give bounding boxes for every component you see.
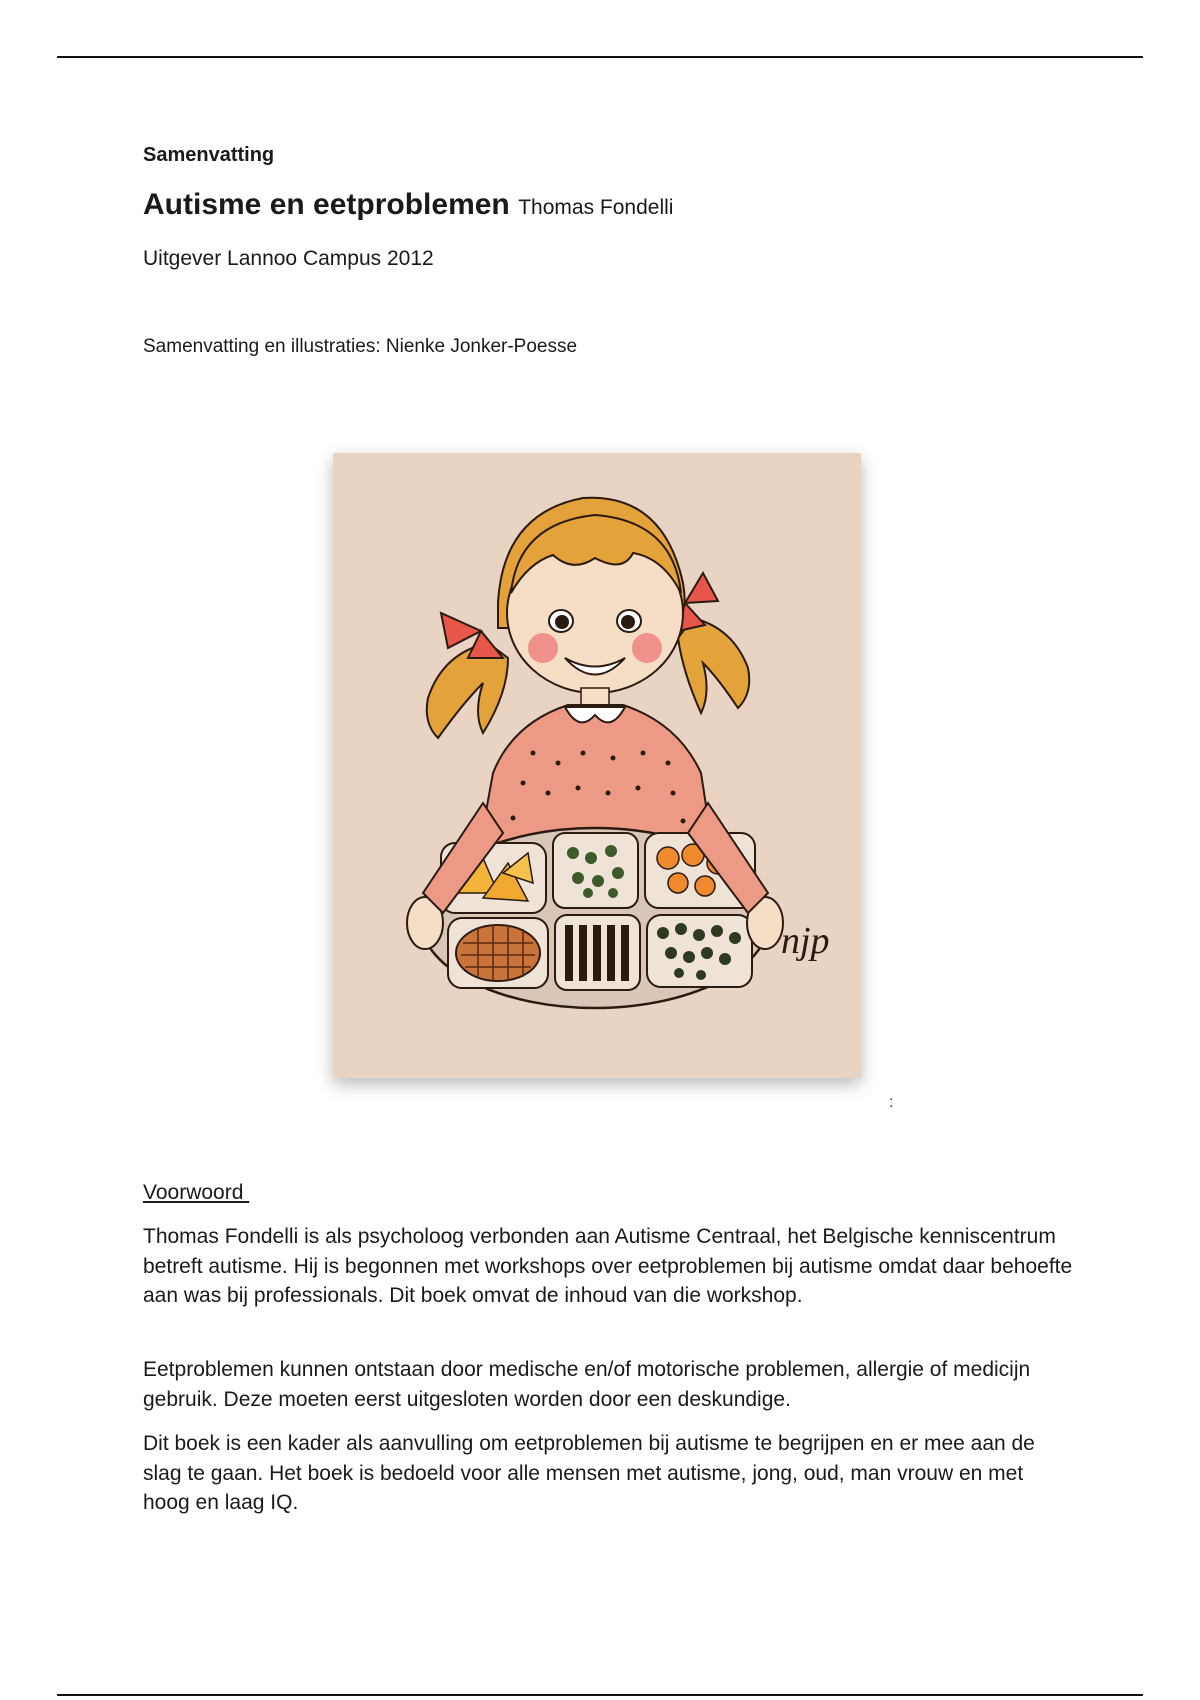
stray-mark: :: [889, 1094, 894, 1111]
compartment-top-middle: [553, 833, 638, 908]
top-rule: [57, 56, 1143, 58]
paragraph-2: Eetproblemen kunnen ontstaan door medische en/of motorische problemen, allergie of medicijn gebruik. Deze moeten eerst uitgesloten worden door een deskundige.: [143, 1358, 1031, 1411]
illustration-signature: njp: [781, 920, 830, 962]
pupil-left: [555, 615, 569, 629]
document-title: Autisme en eetproblemen: [143, 188, 510, 221]
publisher-line: Uitgever Lannoo Campus 2012: [143, 247, 434, 270]
cheek-right: [632, 633, 662, 663]
title-line: [143, 188, 673, 222]
section-heading-voorwoord: Voorwoord: [143, 1181, 250, 1204]
bottom-rule: [57, 1694, 1143, 1696]
document-author: Thomas Fondelli: [518, 196, 674, 219]
paragraph-3: Dit boek is een kader als aanvulling om eetproblemen bij autisme te begrijpen en er mee aan de slag te gaan. Het boek is bedoeld voor alle mensen met autisme, jong, oud, man vrouw en met hoog en laag IQ.: [143, 1432, 1035, 1514]
food-waffle: [456, 925, 540, 981]
pupil-right: [621, 615, 635, 629]
girl-with-food-tray-illustration: [333, 453, 861, 1078]
credits-line: Samenvatting en illustraties: Nienke Jonker-Poesse: [143, 336, 578, 357]
cheek-left: [528, 633, 558, 663]
paragraph-1: Thomas Fondelli is als psycholoog verbonden aan Autisme Centraal, het Belgische kenniscentrum betreft autisme. Hij is begonnen met workshops over eetproblemen bij autisme omdat daar behoefte aan was bij professionals. Dit boek omvat de inhoud van die workshop.: [143, 1225, 1073, 1307]
document-label: Samenvatting: [143, 144, 275, 166]
